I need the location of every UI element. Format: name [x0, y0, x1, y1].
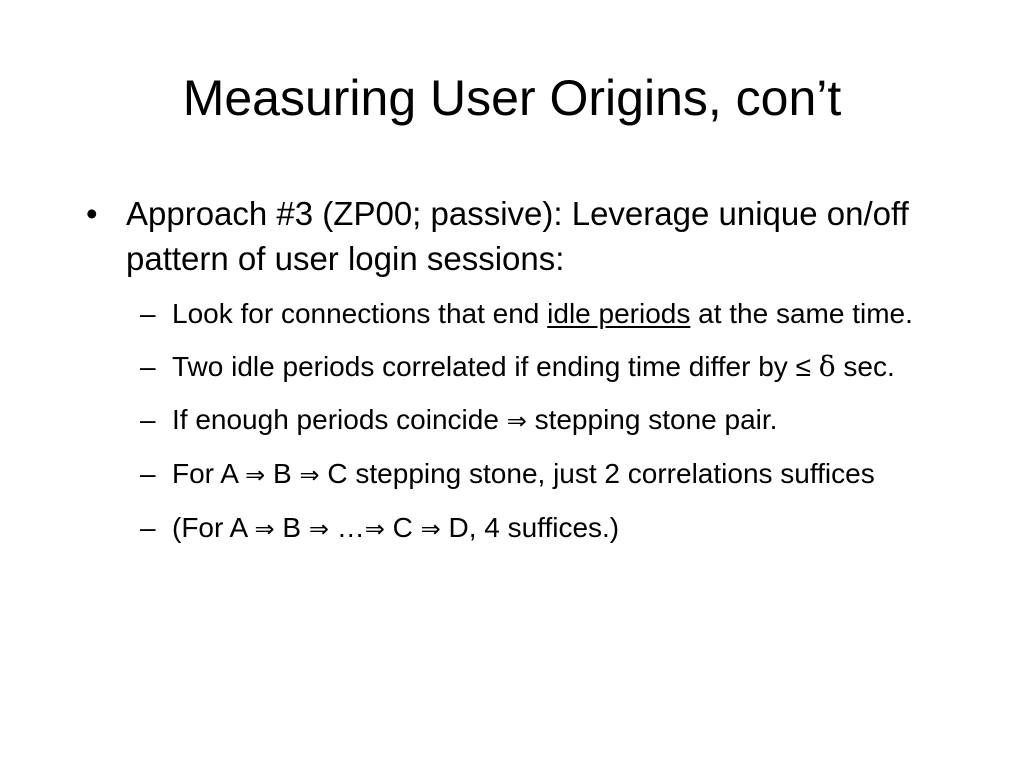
dash-marker: – — [140, 512, 156, 543]
main-bullet — [86, 191, 946, 281]
text-segment: B — [274, 512, 309, 543]
sub-bullet-text — [172, 400, 940, 441]
underlined-term: idle periods — [547, 298, 691, 329]
text-segment: stepping stone pair. — [526, 404, 778, 435]
sub-bullet-text — [172, 454, 940, 495]
text-segment: B — [265, 458, 300, 489]
text-segment: If enough periods coincide — [172, 404, 507, 435]
sub-bullet-coincide — [140, 400, 940, 441]
implies-arrow-icon: ⇒ — [420, 515, 441, 543]
implies-arrow-icon: ⇒ — [308, 515, 329, 543]
text-segment: (For A — [172, 512, 255, 543]
main-bullet-text: Approach #3 (ZP00; passive): Leverage unique on/off pattern of user login sessions: — [126, 195, 909, 277]
text-segment: C stepping stone, just 2 correlations suffices — [319, 458, 875, 489]
slide-title: Measuring User Origins, con’t — [182, 70, 842, 126]
sub-bullet-idle-periods — [140, 294, 940, 334]
text-segment: Two idle periods correlated if ending time differ by ≤ — [172, 351, 819, 382]
bullet-marker: • — [86, 195, 98, 232]
text-segment: Look for connections that end — [172, 298, 548, 329]
dash-marker: – — [140, 404, 156, 435]
dash-marker: – — [140, 458, 156, 489]
sub-bullet-text — [172, 294, 940, 334]
implies-arrow-icon: ⇒ — [506, 407, 527, 435]
implies-arrow-icon: ⇒ — [364, 515, 385, 543]
sub-bullet-correlated — [140, 347, 940, 387]
dash-marker: – — [140, 298, 156, 329]
text-segment: For A — [172, 458, 246, 489]
delta-symbol: δ — [818, 350, 836, 383]
sub-bullet-text — [172, 347, 940, 387]
dash-marker: – — [140, 351, 156, 382]
implies-arrow-icon: ⇒ — [254, 515, 275, 543]
implies-arrow-icon: ⇒ — [299, 461, 320, 489]
sub-bullet-four-suffices — [140, 508, 940, 549]
text-segment: sec. — [835, 351, 895, 382]
text-segment: at the same time. — [690, 298, 913, 329]
implies-arrow-icon: ⇒ — [245, 461, 266, 489]
text-segment: C — [384, 512, 421, 543]
sub-bullet-text — [172, 508, 940, 549]
sub-bullet-list — [140, 294, 940, 562]
sub-bullet-two-correlations — [140, 454, 940, 495]
text-segment: D, 4 suffices.) — [440, 512, 620, 543]
text-segment: … — [328, 512, 365, 543]
